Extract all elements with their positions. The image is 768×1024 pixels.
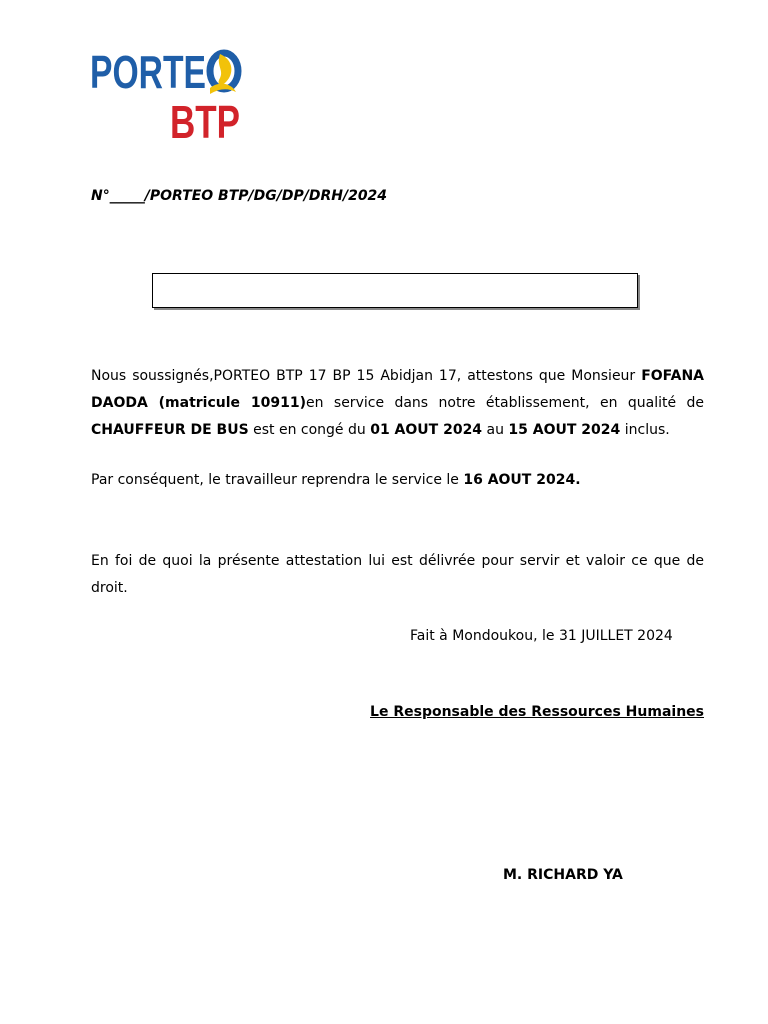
paragraph-return <box>91 467 704 494</box>
leave-start-date: 01 AOUT 2024 <box>370 422 483 438</box>
p1-intro: Nous soussignés,PORTEO BTP 17 BP 15 Abidjan 17, attestons que Monsieur <box>91 368 642 384</box>
title-box <box>152 273 638 308</box>
place-and-date: Fait à Mondoukou, le 31 JUILLET 2024 <box>410 628 673 644</box>
porteo-btp-logo <box>88 40 248 148</box>
signatory-name: M. RICHARD YA <box>503 867 623 883</box>
p1-mid: en service dans notre établissement, en qualité de <box>306 395 704 411</box>
logo-text-top: PORTE <box>90 46 206 98</box>
return-date: 16 AOUT 2024. <box>463 472 581 488</box>
signatory-title: Le Responsable des Ressources Humaines <box>370 704 704 720</box>
reference-number: N°_____/PORTEO BTP/DG/DP/DRH/2024 <box>91 188 388 204</box>
leave-end-date: 15 AOUT 2024 <box>508 422 621 438</box>
p1-tail: inclus. <box>620 422 670 438</box>
logo-text-bottom: BTP <box>170 96 240 148</box>
employee-role: CHAUFFEUR DE BUS <box>91 422 249 438</box>
paragraph-closing: En foi de quoi la présente attestation lui est délivrée pour servir et valoir ce que de droit. <box>91 553 704 596</box>
paragraph-attestation <box>91 363 704 444</box>
logo-flame-o-icon <box>210 53 238 94</box>
p2-text: Par conséquent, le travailleur reprendra le service le <box>91 472 464 488</box>
p1-conge: est en congé du <box>248 422 371 438</box>
p1-au: au <box>482 422 509 438</box>
employee-name: FOFANA DAODA (matricule 10911) <box>91 368 704 411</box>
